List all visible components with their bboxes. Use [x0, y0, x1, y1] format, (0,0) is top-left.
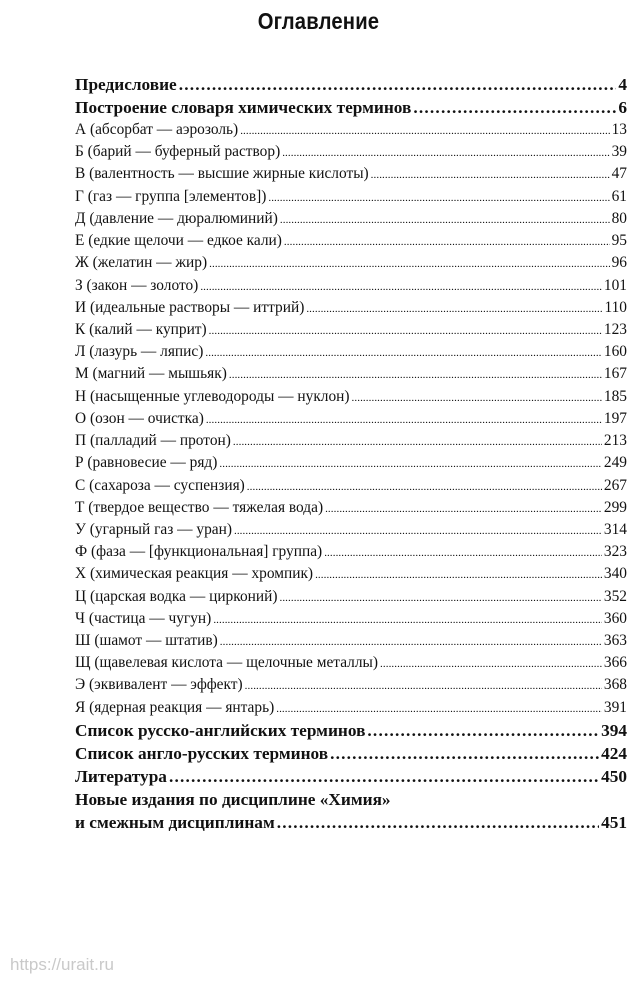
dot-leader	[219, 453, 602, 475]
toc-entry[interactable]	[75, 119, 627, 141]
toc-entry-label: Список русско-английских терминов	[75, 720, 366, 740]
toc-entry-line2	[75, 811, 627, 834]
dot-leader	[284, 231, 610, 253]
toc-entry[interactable]	[75, 452, 627, 474]
toc-entry-page: 47	[611, 165, 627, 183]
toc-entry-label: Ц (царская водка — цирконий)	[75, 587, 278, 605]
toc-entry-label: Предисловие	[75, 75, 177, 94]
toc-entry-label: и смежным дисциплинам	[75, 812, 275, 832]
toc-entry-page: 450	[601, 766, 627, 786]
dot-leader	[229, 364, 602, 386]
toc-entry[interactable]	[75, 541, 627, 563]
toc-entry[interactable]	[75, 319, 627, 341]
toc-entry-label: Т (твердое вещество — тяжелая вода)	[75, 498, 324, 516]
dot-leader	[276, 698, 602, 720]
toc-entry-label-line1: Новые издания по дисциплине «Химия»	[75, 789, 391, 809]
toc-entry-page: 299	[603, 498, 627, 516]
toc-entry-page: 101	[603, 276, 627, 294]
toc-entry[interactable]	[75, 363, 627, 385]
source-watermark: https://urait.ru	[10, 955, 114, 974]
toc-entry-label: Ж (желатин — жир)	[75, 254, 208, 272]
toc-entry-label: С (сахароза — суспензия)	[75, 476, 245, 494]
dot-leader	[306, 298, 602, 320]
toc-entry-label: Б (барий — буферный раствор)	[75, 143, 281, 161]
toc-entry-page: 451	[601, 812, 627, 832]
toc-top-entries	[75, 73, 627, 119]
dot-leader	[205, 342, 602, 364]
toc-entry-page: 391	[603, 698, 627, 716]
toc-entry-label: Ф (фаза — [функциональная] группа)	[75, 543, 323, 561]
toc-entry-label: Я (ядерная реакция — янтарь)	[75, 698, 275, 716]
toc-entry-page: 394	[601, 720, 627, 740]
toc-entry-page: 95	[611, 232, 627, 250]
toc-entry-page: 61	[611, 187, 627, 205]
toc-entry-label: В (валентность — высшие жирные кислоты)	[75, 165, 369, 183]
toc-entry-page: 167	[603, 365, 627, 383]
toc-entry-label: А (абсорбат — аэрозоль)	[75, 121, 239, 138]
dot-leader	[169, 765, 599, 788]
dot-leader	[330, 742, 599, 765]
dot-leader	[209, 253, 609, 275]
toc-entry-page: 96	[611, 254, 627, 272]
dot-leader	[220, 631, 602, 653]
dot-leader	[352, 387, 602, 409]
toc-entry[interactable]	[75, 141, 627, 163]
dot-leader	[247, 476, 602, 498]
toc-entry-label: Э (эквивалент — эффект)	[75, 676, 243, 694]
toc-entry[interactable]	[75, 563, 627, 585]
toc-entry[interactable]	[75, 674, 627, 696]
toc-entry-label: Список англо-русских терминов	[75, 743, 329, 763]
toc-entry[interactable]	[75, 765, 627, 788]
toc-entry-page: 39	[611, 143, 627, 161]
dot-leader	[268, 187, 609, 209]
toc-entry-page: 363	[603, 632, 627, 650]
toc-entry[interactable]	[75, 719, 627, 742]
dot-leader	[325, 498, 602, 520]
dot-leader	[245, 675, 602, 697]
toc-entry-label: Р (равновесие — ряд)	[75, 454, 218, 472]
toc-entry-label: К (калий — куприт)	[75, 320, 207, 338]
dot-leader	[206, 409, 602, 431]
toc-entry-page: 160	[603, 343, 627, 361]
toc-bottom-entries	[75, 719, 627, 788]
toc-entry-label: Ш (шамот — штатив)	[75, 632, 218, 650]
toc-entry[interactable]	[75, 630, 627, 652]
dot-leader	[315, 564, 602, 586]
dot-leader	[413, 96, 616, 119]
toc-entry-label: Щ (щавелевая кислота — щелочные металлы)	[75, 654, 379, 672]
dot-leader	[213, 609, 602, 631]
toc-entry-page: 323	[603, 543, 627, 561]
toc-entry-page: 360	[603, 609, 627, 627]
toc-entry-page: 13	[611, 121, 627, 138]
dot-leader	[280, 209, 610, 231]
toc-entry[interactable]	[75, 652, 627, 674]
toc-entry[interactable]	[75, 275, 627, 297]
toc-entry[interactable]	[75, 742, 627, 765]
toc-entry-page: 110	[604, 298, 627, 316]
toc-entry-label: У (угарный газ — уран)	[75, 520, 232, 538]
toc-entry-label: И (идеальные растворы — иттрий)	[75, 298, 305, 316]
toc-entry-page: 314	[603, 520, 627, 538]
dot-leader	[234, 520, 602, 542]
toc-letter-sections	[75, 119, 627, 719]
toc-entry-page: 368	[603, 676, 627, 694]
toc-entry-page: 366	[603, 654, 627, 672]
dot-leader	[371, 164, 610, 186]
toc-entry[interactable]	[75, 163, 627, 185]
page-title: Оглавление	[257, 8, 380, 34]
dot-leader	[380, 653, 602, 675]
toc-entry[interactable]	[75, 475, 627, 497]
dot-leader	[209, 320, 602, 342]
toc-entry[interactable]	[75, 96, 627, 119]
toc-entry-new-editions[interactable]	[75, 788, 627, 834]
toc-entry-page: 4	[618, 75, 627, 94]
toc-entry[interactable]	[75, 430, 627, 452]
toc-entry[interactable]	[75, 73, 627, 96]
toc-entry-page: 6	[618, 98, 627, 117]
toc-entry[interactable]	[75, 608, 627, 630]
dot-leader	[179, 73, 617, 96]
toc-entry[interactable]	[75, 519, 627, 541]
toc-entry[interactable]	[75, 586, 627, 608]
toc-entry-label: Ч (частица — чугун)	[75, 609, 212, 627]
toc-entry-label: З (закон — золото)	[75, 276, 199, 294]
toc-entry-page: 340	[603, 565, 627, 583]
toc-entry-page: 80	[611, 209, 627, 227]
toc-entry[interactable]	[75, 497, 627, 519]
dot-leader	[240, 120, 609, 142]
toc-entry-page: 123	[603, 320, 627, 338]
dot-leader	[279, 587, 601, 609]
dot-leader	[367, 719, 599, 742]
dot-leader	[324, 542, 602, 564]
toc-entry-label: Д (давление — дюралюминий)	[75, 209, 278, 227]
toc-entry-label: Н (насыщенные углеводороды — нуклон)	[75, 387, 350, 405]
toc-entry[interactable]	[75, 252, 627, 274]
toc-entry-label: Литература	[75, 766, 167, 786]
toc-entry[interactable]	[75, 697, 627, 719]
dot-leader	[233, 431, 602, 453]
dot-leader	[277, 811, 599, 834]
toc-entry-label: Построение словаря химических терминов	[75, 98, 412, 117]
toc-entry-page: 424	[601, 743, 627, 763]
toc-entry-page: 267	[603, 476, 627, 494]
toc-entry-label: О (озон — очистка)	[75, 409, 204, 427]
toc-entry-label: Л (лазурь — ляпис)	[75, 343, 204, 361]
table-of-contents	[75, 73, 627, 834]
toc-entry-page: 352	[603, 587, 627, 605]
toc-entry-page: 249	[603, 454, 627, 472]
toc-entry[interactable]	[75, 208, 627, 230]
toc-entry[interactable]	[75, 297, 627, 319]
toc-entry-label: Г (газ — группа [элементов])	[75, 187, 267, 205]
dot-leader	[200, 276, 602, 298]
toc-entry-label: М (магний — мышьяк)	[75, 365, 227, 383]
toc-entry[interactable]	[75, 186, 627, 208]
toc-entry-label: П (палладий — протон)	[75, 432, 231, 450]
toc-entry-page: 213	[603, 432, 627, 450]
dot-leader	[282, 142, 609, 164]
toc-entry-label: Х (химическая реакция — хромпик)	[75, 565, 314, 583]
toc-entry[interactable]	[75, 408, 627, 430]
toc-entry-page: 197	[603, 409, 627, 427]
toc-entry[interactable]	[75, 230, 627, 252]
toc-entry-label: Е (едкие щелочи — едкое кали)	[75, 232, 282, 250]
toc-entry-page: 185	[603, 387, 627, 405]
toc-entry[interactable]	[75, 386, 627, 408]
toc-entry[interactable]	[75, 341, 627, 363]
